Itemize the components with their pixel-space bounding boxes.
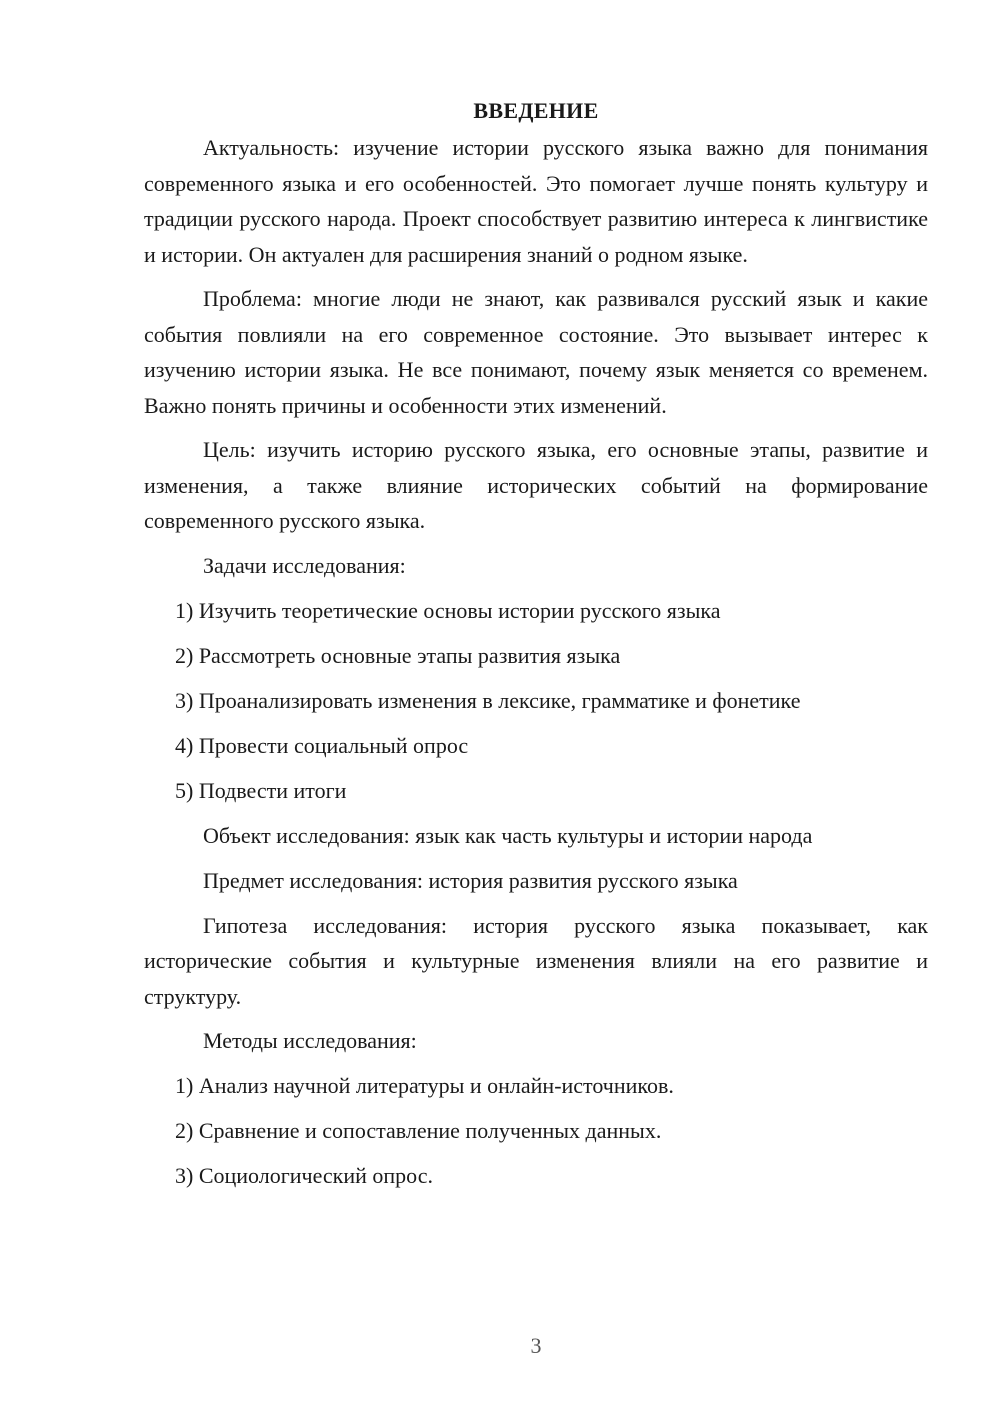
page-title: ВВЕДЕНИЕ	[473, 98, 599, 123]
method-item: 1) Анализ научной литературы и онлайн-источников.	[175, 1073, 674, 1098]
hypothesis-paragraph: Гипотеза исследования: история русского языка показывает, как исторические события и культурные изменения влияли на его развитие и структуру.	[144, 912, 928, 1009]
task-item: 2) Рассмотреть основные этапы развития языка	[175, 642, 621, 668]
methods-list	[144, 1068, 928, 1194]
document-page	[144, 95, 928, 1203]
method-item: 2) Сравнение и сопоставление полученных данных.	[175, 1118, 662, 1143]
tasks-heading: Задачи исследования:	[203, 552, 406, 578]
methods-heading: Методы исследования:	[203, 1028, 417, 1053]
object-paragraph: Объект исследования: язык как часть культуры и истории народа	[203, 822, 813, 848]
task-item: 4) Провести социальный опрос	[175, 732, 469, 758]
subject-paragraph: Предмет исследования: история развития русского языка	[203, 867, 738, 893]
problem-paragraph: Проблема: многие люди не знают, как развивался русский язык и какие события повлияли на его современное состояние. Это вызывает интерес к изучению истории языка. Не все понимают, почему язык меняется со временем. Важно понять причины и особенности этих изменений.	[144, 286, 928, 418]
relevance-paragraph: Актуальность: изучение истории русского языка важно для понимания современного языка и его особенностей. Это помогает лучше понять культуру и традиции русского народа. Проект способствует развитию интереса к лингвистике и истории. Он актуален для расширения знаний о родном языке.	[144, 135, 928, 267]
goal-paragraph: Цель: изучить историю русского языка, его основные этапы, развитие и изменения, а также влияние исторических событий на формирование современного русского языка.	[144, 437, 928, 533]
tasks-list	[144, 593, 928, 809]
page-number: 3	[530, 1333, 542, 1358]
task-item: 3) Проанализировать изменения в лексике, грамматике и фонетике	[175, 687, 801, 713]
task-item: 1) Изучить теоретические основы истории русского языка	[175, 597, 721, 623]
task-item: 5) Подвести итоги	[175, 777, 347, 803]
method-item: 3) Социологический опрос.	[175, 1163, 433, 1188]
